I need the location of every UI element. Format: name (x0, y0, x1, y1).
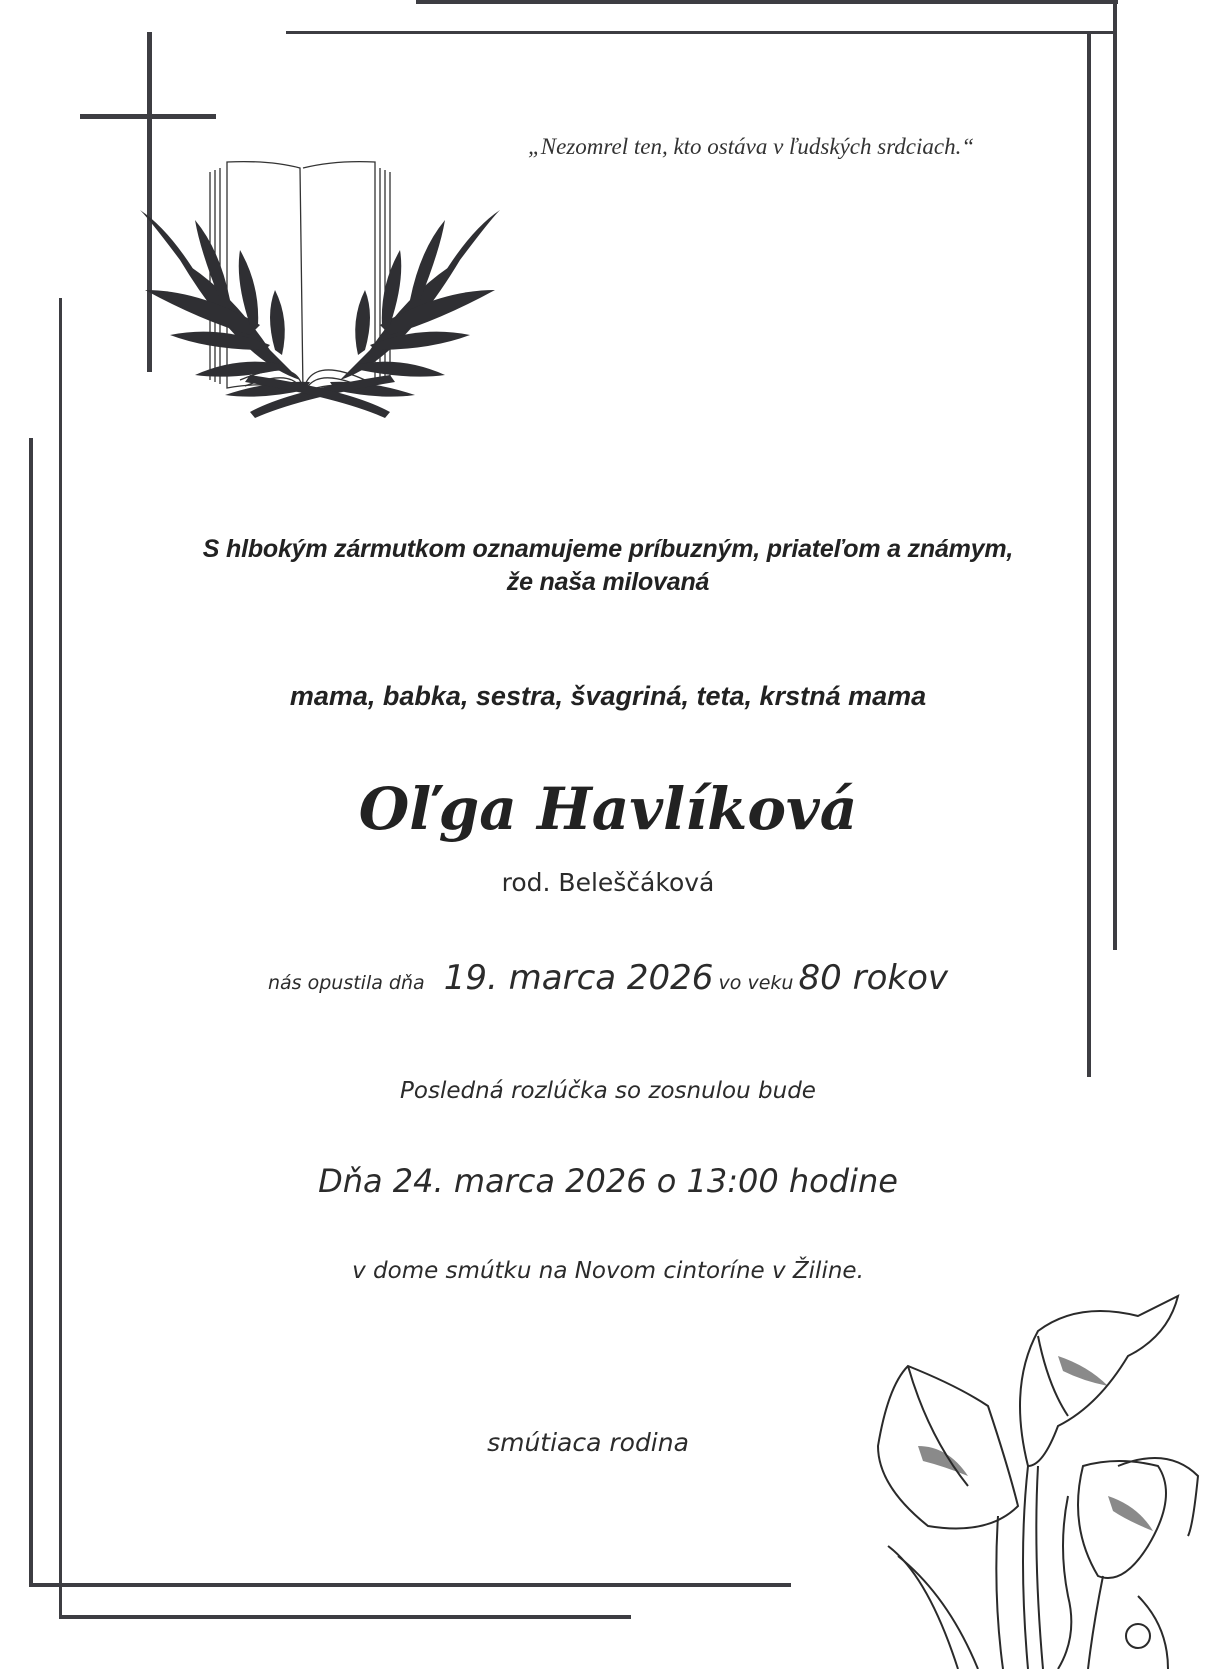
death-line (0, 958, 1216, 998)
family-relations: mama, babka, sestra, švagriná, teta, krstná mama (289, 681, 927, 711)
announcement-intro-line2: že naša milovaná (506, 568, 710, 596)
cross-icon-horizontal (80, 114, 216, 119)
age-prefix: vo veku (718, 972, 794, 994)
frame-bottom-inner (59, 1615, 631, 1619)
maiden-name: rod. Beleščáková (501, 868, 715, 897)
funeral-datetime: Dňa 24. marca 2026 o 13:00 hodine (318, 1162, 898, 1200)
signature: smútiaca rodina (487, 1428, 689, 1457)
frame-top-inner (286, 31, 1116, 34)
open-book-laurel-icon (140, 150, 520, 420)
funeral-intro: Posledná rozlúčka so zosnulou bude (400, 1078, 816, 1104)
funeral-place: v dome smútku na Novom cintoríne v Žiline. (352, 1258, 864, 1284)
memorial-quote: „Nezomrel ten, kto ostáva v ľudských srdciach.“ (528, 134, 975, 159)
frame-bottom-outer (29, 1583, 791, 1587)
deceased-name: Oľga Havlíková (358, 775, 858, 843)
frame-left-outer (29, 438, 33, 1586)
announcement-intro (0, 533, 1216, 599)
calla-lily-illustration (868, 1296, 1198, 1669)
death-age: 80 rokov (798, 958, 948, 998)
death-prefix: nás opustila dňa (267, 972, 425, 994)
frame-top-outer (416, 0, 1118, 4)
death-date: 19. marca 2026 (443, 958, 714, 998)
announcement-intro-line1: S hlbokým zármutkom oznamujeme príbuzným, priateľom a známym, (202, 535, 1014, 563)
